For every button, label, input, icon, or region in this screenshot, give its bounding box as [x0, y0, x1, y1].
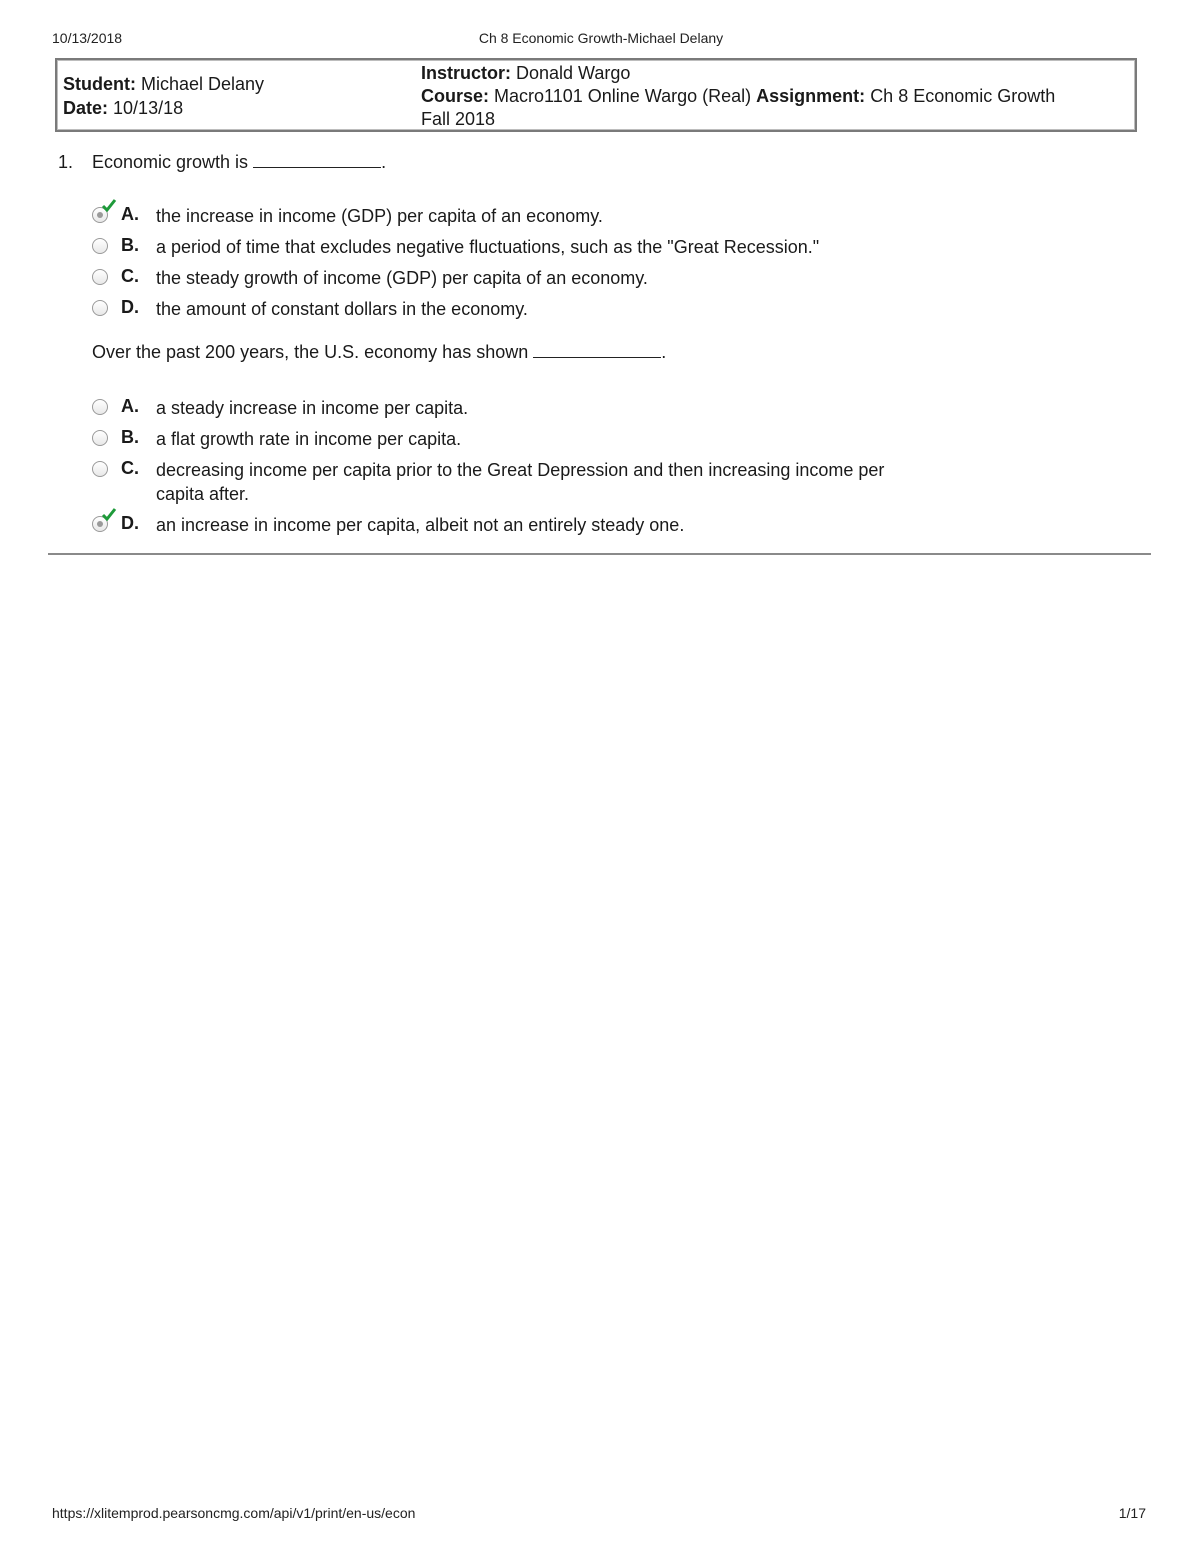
date-label: Date: — [63, 98, 109, 118]
date-value: 10/13/18 — [113, 98, 184, 118]
check-icon — [101, 198, 117, 214]
option-text-line1: decreasing income per capita prior to the Great Depression and then increasing income per — [156, 460, 885, 480]
instructor-name: Donald Wargo — [516, 63, 631, 83]
answer-blank — [253, 152, 381, 168]
option-text: the amount of constant dollars in the economy. — [156, 299, 528, 319]
radio-button[interactable] — [92, 430, 108, 446]
question-divider — [48, 553, 1151, 555]
footer-url: https://xlitemprod.pearsoncmg.com/api/v1/print/en-us/econ — [52, 1505, 416, 1521]
option-a[interactable] — [92, 204, 992, 232]
option-letter: C. — [121, 266, 139, 286]
sub-question-prompt-text: Over the past 200 years, the U.S. economy has shown — [92, 342, 529, 362]
option-d[interactable] — [92, 297, 992, 325]
print-header — [52, 30, 1150, 50]
option-text: a period of time that excludes negative fluctuations, such as the "Great Recession." — [156, 237, 820, 257]
option-letter: A. — [121, 396, 139, 416]
question-number: 1. — [58, 152, 74, 172]
student-name: Michael Delany — [141, 74, 265, 94]
course-value: Macro1101 Online Wargo (Real) — [494, 86, 752, 106]
sub-question-prompt — [92, 342, 666, 363]
course-info — [421, 62, 1111, 131]
radio-button[interactable] — [92, 461, 108, 477]
sub-option-c[interactable] — [92, 458, 992, 510]
sub-option-a[interactable] — [92, 396, 992, 424]
option-text — [156, 458, 956, 506]
radio-button[interactable] — [92, 269, 108, 285]
radio-button[interactable] — [92, 399, 108, 415]
sub-option-d[interactable] — [92, 513, 992, 541]
print-title: Ch 8 Economic Growth-Michael Delany — [478, 30, 724, 46]
option-text: the steady growth of income (GDP) per capita of an economy. — [156, 268, 648, 288]
option-text: a steady increase in income per capita. — [156, 398, 469, 418]
student-label: Student: — [63, 74, 136, 94]
instructor-label: Instructor: — [421, 63, 511, 83]
assignment-value: Ch 8 Economic Growth — [870, 86, 1056, 106]
question-prompt-end: . — [381, 152, 387, 172]
sub-option-b[interactable] — [92, 427, 992, 455]
assignment-label: Assignment: — [756, 86, 866, 106]
course-label: Course: — [421, 86, 490, 106]
check-icon — [101, 507, 117, 523]
answer-blank — [533, 342, 661, 358]
option-letter: B. — [121, 427, 139, 447]
student-info — [63, 72, 264, 120]
page-number: 1/17 — [1118, 1505, 1146, 1521]
radio-button[interactable] — [92, 300, 108, 316]
option-c[interactable] — [92, 266, 992, 294]
option-text: an increase in income per capita, albeit not an entirely steady one. — [156, 515, 685, 535]
term-value: Fall 2018 — [421, 109, 496, 129]
sub-question-prompt-end: . — [661, 342, 667, 362]
print-date: 10/13/2018 — [52, 30, 123, 46]
question-prompt-text: Economic growth is — [92, 152, 249, 172]
question-prompt — [92, 152, 386, 173]
option-letter: A. — [121, 204, 139, 224]
option-text: a flat growth rate in income per capita. — [156, 429, 462, 449]
option-text-line2: capita after. — [156, 484, 250, 504]
option-letter: C. — [121, 458, 139, 478]
radio-button[interactable] — [92, 238, 108, 254]
option-letter: B. — [121, 235, 139, 255]
option-letter: D. — [121, 297, 139, 317]
assignment-info-box — [55, 58, 1137, 132]
option-letter: D. — [121, 513, 139, 533]
option-text: the increase in income (GDP) per capita of an economy. — [156, 206, 603, 226]
option-b[interactable] — [92, 235, 992, 263]
